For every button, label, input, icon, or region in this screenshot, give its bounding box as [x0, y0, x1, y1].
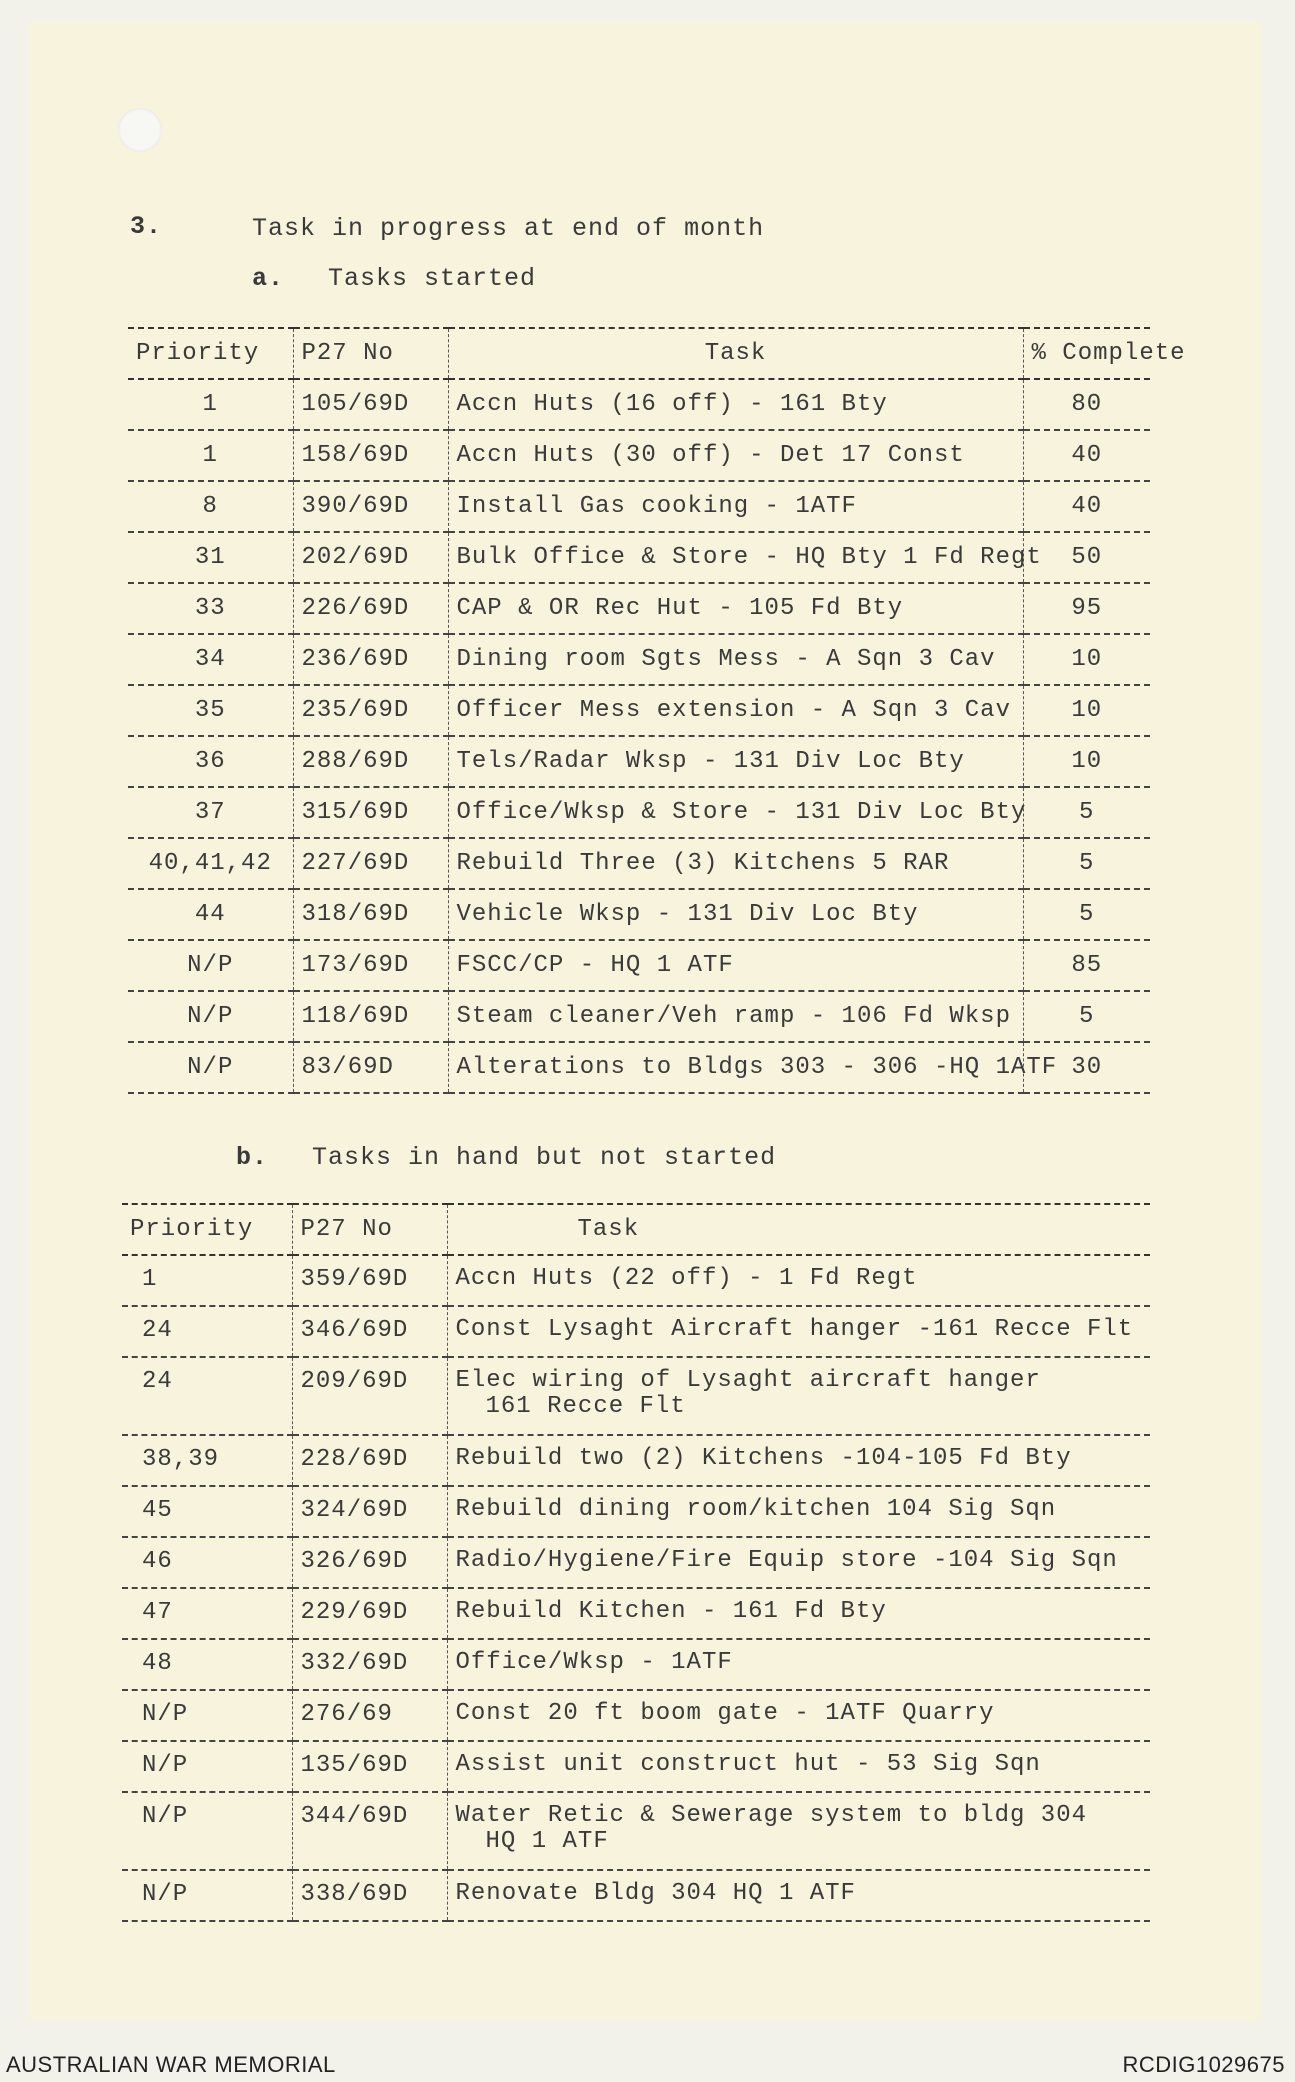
complete-cell: 5 — [1023, 787, 1150, 838]
p27-cell: 209/69D — [292, 1357, 447, 1435]
task-cell: Office/Wksp & Store - 131 Div Loc Bty — [448, 787, 1023, 838]
task-line: Rebuild Kitchen - 161 Fd Bty — [455, 1598, 887, 1625]
task-cell: CAP & OR Rec Hut - 105 Fd Bty — [448, 583, 1023, 634]
table-row — [128, 889, 1150, 940]
priority-cell: 38,39 — [122, 1435, 292, 1486]
task-cell: Accn Huts (16 off) - 161 Bty — [448, 379, 1023, 430]
task-cell: Dining room Sgts Mess - A Sqn 3 Cav — [448, 634, 1023, 685]
task-line: Office/Wksp - 1ATF — [455, 1649, 733, 1676]
priority-cell: N/P — [128, 1042, 293, 1093]
table-row — [122, 1306, 1150, 1357]
complete-cell: 85 — [1023, 940, 1150, 991]
header-priority: Priority — [128, 328, 293, 379]
p27-cell: 318/69D — [293, 889, 448, 940]
complete-cell: 95 — [1023, 583, 1150, 634]
complete-cell: 5 — [1023, 889, 1150, 940]
p27-cell: 344/69D — [292, 1792, 447, 1870]
subsection-a-heading — [252, 264, 536, 293]
header-p27: P27 No — [292, 1204, 447, 1255]
subsection-b-label: b. — [236, 1143, 269, 1172]
p27-cell: 276/69 — [292, 1690, 447, 1741]
priority-cell: 33 — [128, 583, 293, 634]
table-row — [122, 1255, 1150, 1306]
table-row — [128, 583, 1150, 634]
complete-cell: 10 — [1023, 634, 1150, 685]
complete-cell: 10 — [1023, 685, 1150, 736]
tasks-not-started-table — [122, 1203, 1150, 1922]
p27-cell: 227/69D — [293, 838, 448, 889]
priority-cell: 36 — [128, 736, 293, 787]
p27-cell: 118/69D — [293, 991, 448, 1042]
priority-cell: 47 — [122, 1588, 292, 1639]
table-row — [128, 940, 1150, 991]
priority-cell: N/P — [122, 1741, 292, 1792]
p27-cell: 236/69D — [293, 634, 448, 685]
task-line: Rebuild two (2) Kitchens -104-105 Fd Bty — [455, 1445, 1072, 1472]
task-cell: Install Gas cooking - 1ATF — [448, 481, 1023, 532]
p27-cell: 235/69D — [293, 685, 448, 736]
p27-cell: 346/69D — [292, 1306, 447, 1357]
task-cell: Rebuild Three (3) Kitchens 5 RAR — [448, 838, 1023, 889]
table-row — [128, 685, 1150, 736]
header-p27: P27 No — [293, 328, 448, 379]
task-line: Rebuild dining room/kitchen 104 Sig Sqn — [455, 1496, 1057, 1523]
task-cell — [447, 1588, 1150, 1639]
priority-cell: 24 — [122, 1306, 292, 1357]
task-cell: Officer Mess extension - A Sqn 3 Cav — [448, 685, 1023, 736]
complete-cell: 10 — [1023, 736, 1150, 787]
task-line: Assist unit construct hut - 53 Sig Sqn — [455, 1751, 1041, 1778]
task-cell: FSCC/CP - HQ 1 ATF — [448, 940, 1023, 991]
task-cell — [447, 1435, 1150, 1486]
p27-cell: 158/69D — [293, 430, 448, 481]
task-line: Accn Huts (22 off) - 1 Fd Regt — [455, 1265, 918, 1292]
p27-cell: 228/69D — [292, 1435, 447, 1486]
header-task: Task — [447, 1204, 1150, 1255]
task-cell — [447, 1255, 1150, 1306]
task-cell — [447, 1792, 1150, 1870]
p27-cell: 229/69D — [292, 1588, 447, 1639]
subsection-a-label: a. — [252, 264, 285, 293]
task-line-continued: HQ 1 ATF — [485, 1828, 609, 1855]
priority-cell: 1 — [128, 430, 293, 481]
task-line: Elec wiring of Lysaght aircraft hanger — [455, 1367, 1041, 1394]
complete-cell: 80 — [1023, 379, 1150, 430]
p27-cell: 359/69D — [292, 1255, 447, 1306]
table-row — [122, 1792, 1150, 1870]
task-line: Water Retic & Sewerage system to bldg 304 — [455, 1802, 1087, 1829]
complete-cell: 40 — [1023, 481, 1150, 532]
task-line: Const 20 ft boom gate - 1ATF Quarry — [455, 1700, 995, 1727]
table-row — [122, 1870, 1150, 1921]
task-cell: Tels/Radar Wksp - 131 Div Loc Bty — [448, 736, 1023, 787]
p27-cell: 332/69D — [292, 1639, 447, 1690]
task-cell — [447, 1690, 1150, 1741]
p27-cell: 173/69D — [293, 940, 448, 991]
priority-cell: 45 — [122, 1486, 292, 1537]
priority-cell: N/P — [122, 1870, 292, 1921]
p27-cell: 83/69D — [293, 1042, 448, 1093]
header-task: Task — [448, 328, 1023, 379]
task-cell: Alterations to Bldgs 303 - 306 -HQ 1ATF — [448, 1042, 1023, 1093]
priority-cell: N/P — [128, 991, 293, 1042]
priority-cell: 37 — [128, 787, 293, 838]
table-row — [128, 634, 1150, 685]
header-complete: % Complete — [1023, 328, 1150, 379]
p27-cell: 326/69D — [292, 1537, 447, 1588]
task-cell — [447, 1537, 1150, 1588]
p27-cell: 288/69D — [293, 736, 448, 787]
tasks-not-started-body — [122, 1255, 1150, 1921]
tasks-started-body — [128, 379, 1150, 1093]
task-cell: Vehicle Wksp - 131 Div Loc Bty — [448, 889, 1023, 940]
table-row — [128, 787, 1150, 838]
table-row — [122, 1357, 1150, 1435]
complete-cell: 5 — [1023, 838, 1150, 889]
task-line: Renovate Bldg 304 HQ 1 ATF — [455, 1880, 856, 1907]
task-cell — [447, 1306, 1150, 1357]
p27-cell: 202/69D — [293, 532, 448, 583]
priority-cell: 8 — [128, 481, 293, 532]
p27-cell: 105/69D — [293, 379, 448, 430]
priority-cell: 48 — [122, 1639, 292, 1690]
subsection-b-title: Tasks in hand but not started — [312, 1143, 777, 1172]
table-row — [128, 1042, 1150, 1093]
priority-cell: 24 — [122, 1357, 292, 1435]
table-row — [122, 1537, 1150, 1588]
header-priority: Priority — [122, 1204, 292, 1255]
table-row — [128, 991, 1150, 1042]
priority-cell: 44 — [128, 889, 293, 940]
p27-cell: 324/69D — [292, 1486, 447, 1537]
complete-cell: 30 — [1023, 1042, 1150, 1093]
task-cell: Bulk Office & Store - HQ Bty 1 Fd Regt — [448, 532, 1023, 583]
section-title: Task in progress at end of month — [252, 214, 765, 243]
table-header-row — [122, 1204, 1150, 1255]
priority-cell: 40,41,42 — [128, 838, 293, 889]
footer-record-id: RCDIG1029675 — [1122, 2052, 1285, 2077]
complete-cell: 40 — [1023, 430, 1150, 481]
priority-cell: 1 — [122, 1255, 292, 1306]
punch-hole — [118, 108, 162, 152]
task-cell — [447, 1486, 1150, 1537]
p27-cell: 338/69D — [292, 1870, 447, 1921]
tasks-started-table — [128, 327, 1186, 1094]
priority-cell: N/P — [128, 940, 293, 991]
p27-cell: 390/69D — [293, 481, 448, 532]
table-row — [128, 379, 1150, 430]
task-line: Radio/Hygiene/Fire Equip store -104 Sig Sqn — [455, 1547, 1118, 1574]
priority-cell: 1 — [128, 379, 293, 430]
priority-cell: 46 — [122, 1537, 292, 1588]
table-row — [128, 532, 1150, 583]
complete-cell: 5 — [1023, 991, 1150, 1042]
table-row — [122, 1741, 1150, 1792]
p27-cell: 135/69D — [292, 1741, 447, 1792]
priority-cell: N/P — [122, 1792, 292, 1870]
table-row — [128, 481, 1150, 532]
table-row — [122, 1435, 1150, 1486]
task-line-continued: 161 Recce Flt — [485, 1393, 686, 1420]
table-row — [122, 1588, 1150, 1639]
task-cell — [447, 1870, 1150, 1921]
priority-cell: 31 — [128, 532, 293, 583]
task-cell — [447, 1639, 1150, 1690]
task-cell — [447, 1357, 1150, 1435]
table-row — [128, 838, 1150, 889]
task-cell: Accn Huts (30 off) - Det 17 Const — [448, 430, 1023, 481]
section-number: 3. — [130, 212, 163, 241]
task-cell — [447, 1741, 1150, 1792]
table-row — [122, 1639, 1150, 1690]
subsection-b-heading — [236, 1143, 776, 1172]
p27-cell: 315/69D — [293, 787, 448, 838]
priority-cell: 35 — [128, 685, 293, 736]
task-line: Const Lysaght Aircraft hanger -161 Recce Flt — [455, 1316, 1134, 1343]
complete-cell: 50 — [1023, 532, 1150, 583]
table-row — [122, 1690, 1150, 1741]
subsection-a-title: Tasks started — [328, 264, 537, 293]
footer-archive-name: AUSTRALIAN WAR MEMORIAL — [6, 2052, 336, 2077]
table-row — [128, 430, 1150, 481]
table-row — [122, 1486, 1150, 1537]
task-cell: Steam cleaner/Veh ramp - 106 Fd Wksp — [448, 991, 1023, 1042]
table-row — [128, 736, 1150, 787]
priority-cell: 34 — [128, 634, 293, 685]
priority-cell: N/P — [122, 1690, 292, 1741]
table-header-row — [128, 328, 1150, 379]
p27-cell: 226/69D — [293, 583, 448, 634]
